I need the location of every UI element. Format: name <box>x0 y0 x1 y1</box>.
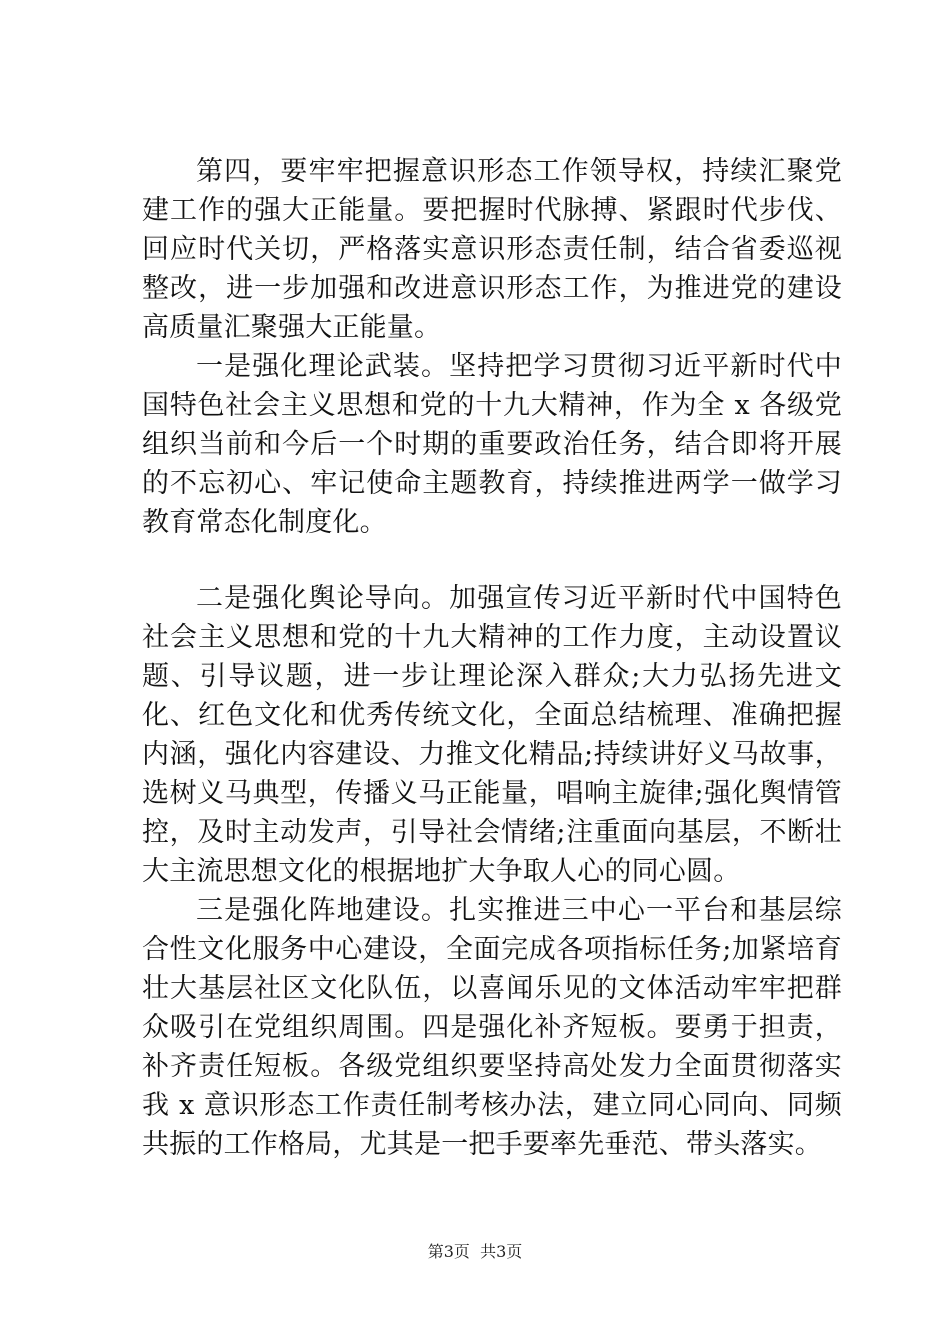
paragraph-spacer <box>142 542 842 579</box>
paragraph-public-opinion: 二是强化舆论导向。加强宣传习近平新时代中国特色社会主义思想和党的十九大精神的工作力度，主动设置议题、引导议题，进一步让理论深入群众;大力弘扬先进文化、红色文化和优秀传统文化，全面总结梳理、准确把握内涵，强化内容建设、力推文化精品;持续讲好义马故事，选树义马典型，传播义马正能量，唱响主旋律;强化舆情管控，及时主动发声，引导社会情绪;注重面向基层，不断壮大主流思想文化的根据地扩大争取人心的同心圆。 <box>142 583 842 887</box>
page-number-label: 第3页 共3页 <box>427 1242 523 1261</box>
paragraph-position-building: 三是强化阵地建设。扎实推进三中心一平台和基层综合性文化服务中心建设，全面完成各项指标任务;加紧培育壮大基层社区文化队伍，以喜闻乐见的文体活动牢牢把群众吸引在党组织周围。四是强化补齐短板。要勇于担责，补齐责任短板。各级党组织要坚持高处发力全面贯彻落实我 x 意识形态工作责任制考核办法，建立同心同向、同频共振的工作格局，尤其是一把手要率先垂范、带头落实。 <box>142 895 842 1160</box>
document-body <box>142 152 842 1164</box>
page-footer <box>0 1242 950 1262</box>
paragraph-4th-point: 第四，要牢牢把握意识形态工作领导权，持续汇聚党建工作的强大正能量。要把握时代脉搏、紧跟时代步伐、回应时代关切，严格落实意识形态责任制，结合省委巡视整改，进一步加强和改进意识形态工作，为推进党的建设高质量汇聚强大正能量。 <box>142 156 842 343</box>
paragraph-theory: 一是强化理论武装。坚持把学习贯彻习近平新时代中国特色社会主义思想和党的十九大精神，作为全 x 各级党组织当前和今后一个时期的重要政治任务，结合即将开展的不忘初心、牢记使命主题教育，持续推进两学一做学习教育常态化制度化。 <box>142 351 842 538</box>
